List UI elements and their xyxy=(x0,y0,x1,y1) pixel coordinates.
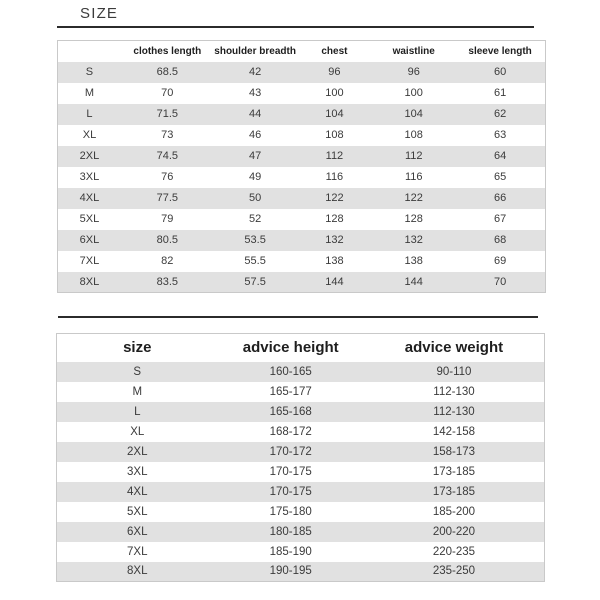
measurement-row xyxy=(58,104,546,125)
measurement-value-cell: 116 xyxy=(325,171,344,183)
measurement-value-cell: 144 xyxy=(404,275,423,288)
measurement-row xyxy=(58,188,546,209)
measurement-value-cell: 69 xyxy=(493,255,507,267)
measurement-value-cell: 128 xyxy=(325,213,344,225)
measurement-value-cell: 100 xyxy=(325,87,344,99)
measurement-row xyxy=(58,209,546,230)
advice-row xyxy=(57,522,545,542)
advice-size-label-cell: L xyxy=(134,405,141,418)
measurement-value-cell: 67 xyxy=(493,213,507,225)
advice-value-cell: 220-235 xyxy=(432,545,476,558)
measurement-value-cell: 138 xyxy=(325,255,344,267)
measurement-value-cell: 76 xyxy=(161,171,174,183)
advice-row xyxy=(57,462,545,482)
advice-value-cell: 142-158 xyxy=(432,425,476,438)
advice-row xyxy=(57,422,545,442)
measurement-header-cell: sleeve length xyxy=(468,45,532,57)
measurement-value-cell: 68.5 xyxy=(156,66,178,78)
measurement-value-cell: 62 xyxy=(493,108,507,120)
measurement-row xyxy=(58,146,546,167)
measurement-value-cell: 138 xyxy=(404,255,423,267)
advice-header-cell: advice weight xyxy=(404,339,504,357)
advice-value-cell: 173-185 xyxy=(432,465,476,478)
advice-size-label-cell: 2XL xyxy=(127,445,148,458)
advice-row xyxy=(57,362,545,382)
advice-row xyxy=(57,442,545,462)
advice-table-header-row xyxy=(57,334,545,362)
measurement-value-cell: 79 xyxy=(161,213,174,225)
measurement-value-cell: 49 xyxy=(249,171,262,183)
measurement-value-cell: 43 xyxy=(249,87,262,99)
advice-size-label-cell: M xyxy=(132,385,143,398)
measurement-value-cell: 70 xyxy=(493,275,507,288)
measurement-row xyxy=(58,167,546,188)
advice-value-cell: 173-185 xyxy=(432,485,476,498)
advice-value-cell: 170-175 xyxy=(269,485,312,498)
advice-row xyxy=(57,502,545,522)
measurement-value-cell: 71.5 xyxy=(156,108,178,120)
measurement-value-cell: 82 xyxy=(161,255,174,267)
measurement-value-cell: 65 xyxy=(493,171,507,183)
measurement-value-cell: 132 xyxy=(325,234,344,246)
advice-header-cell: size xyxy=(123,339,152,357)
measurement-table xyxy=(57,40,546,293)
measurement-row xyxy=(58,62,546,83)
measurement-value-cell: 77.5 xyxy=(156,192,178,204)
measurement-value-cell: 74.5 xyxy=(156,150,178,162)
measurement-value-cell: 68 xyxy=(493,234,507,246)
measurement-value-cell: 96 xyxy=(328,66,341,78)
measurement-value-cell: 73 xyxy=(161,129,174,141)
measurement-value-cell: 128 xyxy=(404,213,423,225)
measurement-header-cell: chest xyxy=(321,45,348,57)
measurement-value-cell: 44 xyxy=(249,108,262,120)
measurement-value-cell: 46 xyxy=(249,129,262,141)
advice-value-cell: 165-177 xyxy=(269,385,312,398)
advice-value-cell: 235-250 xyxy=(432,565,476,578)
measurement-value-cell: 64 xyxy=(493,150,507,162)
measurement-header-cell xyxy=(58,41,121,62)
measurement-value-cell: 53.5 xyxy=(244,234,266,246)
advice-value-cell: 168-172 xyxy=(269,425,312,438)
advice-value-cell: 90-110 xyxy=(436,365,472,378)
measurement-row xyxy=(58,272,546,293)
advice-value-cell: 160-165 xyxy=(269,365,312,378)
measurement-header-cell: clothes length xyxy=(133,45,202,57)
advice-size-label-cell: 6XL xyxy=(127,525,148,538)
measurement-size-label-cell: 7XL xyxy=(79,255,100,267)
advice-size-label-cell: 4XL xyxy=(127,485,148,498)
title-underline-rule xyxy=(57,26,534,28)
measurement-value-cell: 100 xyxy=(404,87,423,99)
measurement-size-label-cell: 4XL xyxy=(79,192,100,204)
measurement-value-cell: 96 xyxy=(407,66,420,78)
measurement-row xyxy=(58,83,546,104)
advice-size-label-cell: 8XL xyxy=(127,565,148,578)
advice-value-cell: 112-130 xyxy=(433,385,475,398)
advice-value-cell: 185-200 xyxy=(432,505,476,518)
advice-size-label-cell: 3XL xyxy=(127,465,148,478)
advice-size-label-cell: XL xyxy=(130,425,145,438)
measurement-value-cell: 83.5 xyxy=(156,275,178,288)
measurement-value-cell: 63 xyxy=(493,129,507,141)
measurement-value-cell: 52 xyxy=(249,213,262,225)
measurement-size-label-cell: 6XL xyxy=(79,234,100,246)
measurement-value-cell: 104 xyxy=(325,108,344,120)
measurement-value-cell: 112 xyxy=(325,150,344,162)
measurement-value-cell: 57.5 xyxy=(244,275,266,288)
measurement-value-cell: 60 xyxy=(493,66,507,78)
measurement-size-label-cell: 2XL xyxy=(79,150,100,162)
measurement-value-cell: 66 xyxy=(493,192,507,204)
measurement-size-label-cell: 8XL xyxy=(79,275,100,288)
measurement-value-cell: 80.5 xyxy=(156,234,178,246)
measurement-value-cell: 42 xyxy=(249,66,262,78)
measurement-value-cell: 61 xyxy=(493,87,507,99)
advice-row xyxy=(57,482,545,502)
advice-table xyxy=(56,333,545,582)
measurement-table-header-row xyxy=(58,41,546,62)
measurement-row xyxy=(58,125,546,146)
measurement-row xyxy=(58,230,546,251)
advice-size-label-cell: S xyxy=(133,365,142,378)
measurement-value-cell: 70 xyxy=(161,87,174,99)
measurement-row xyxy=(58,251,546,272)
measurement-header-cell: waistline xyxy=(392,45,435,57)
advice-value-cell: 180-185 xyxy=(269,525,312,538)
measurement-value-cell: 108 xyxy=(325,129,344,141)
measurement-size-label-cell: 3XL xyxy=(79,171,100,183)
advice-value-cell: 112-130 xyxy=(433,405,475,418)
advice-size-label-cell: 5XL xyxy=(127,505,148,518)
measurement-size-label-cell: M xyxy=(84,87,95,99)
measurement-header-cell: shoulder breadth xyxy=(214,45,296,57)
measurement-size-label-cell: XL xyxy=(82,129,97,141)
advice-value-cell: 170-172 xyxy=(269,445,312,458)
advice-row xyxy=(57,562,545,582)
measurement-value-cell: 108 xyxy=(404,129,423,141)
measurement-value-cell: 144 xyxy=(325,275,344,288)
advice-value-cell: 190-195 xyxy=(269,565,312,578)
measurement-value-cell: 132 xyxy=(404,234,423,246)
measurement-size-label-cell: 5XL xyxy=(79,213,100,225)
measurement-value-cell: 50 xyxy=(249,192,262,204)
measurement-value-cell: 112 xyxy=(404,150,423,162)
advice-row xyxy=(57,382,545,402)
advice-size-label-cell: 7XL xyxy=(127,545,148,558)
measurement-value-cell: 55.5 xyxy=(244,255,266,267)
measurement-value-cell: 104 xyxy=(404,108,423,120)
measurement-value-cell: 122 xyxy=(404,192,423,204)
measurement-value-cell: 47 xyxy=(249,150,262,162)
advice-row xyxy=(57,402,545,422)
measurement-value-cell: 122 xyxy=(325,192,344,204)
advice-value-cell: 175-180 xyxy=(269,505,312,518)
advice-row xyxy=(57,542,545,562)
measurement-value-cell: 116 xyxy=(404,171,423,183)
measurement-size-label-cell: L xyxy=(86,108,93,120)
measurement-size-label-cell: S xyxy=(85,66,94,78)
section-divider-rule xyxy=(58,316,538,318)
advice-header-cell: advice height xyxy=(242,339,339,357)
advice-value-cell: 158-173 xyxy=(432,445,476,458)
page-title: SIZE xyxy=(80,5,119,22)
advice-value-cell: 200-220 xyxy=(432,525,476,538)
advice-value-cell: 185-190 xyxy=(269,545,312,558)
advice-value-cell: 170-175 xyxy=(269,465,312,478)
advice-value-cell: 165-168 xyxy=(269,405,312,418)
